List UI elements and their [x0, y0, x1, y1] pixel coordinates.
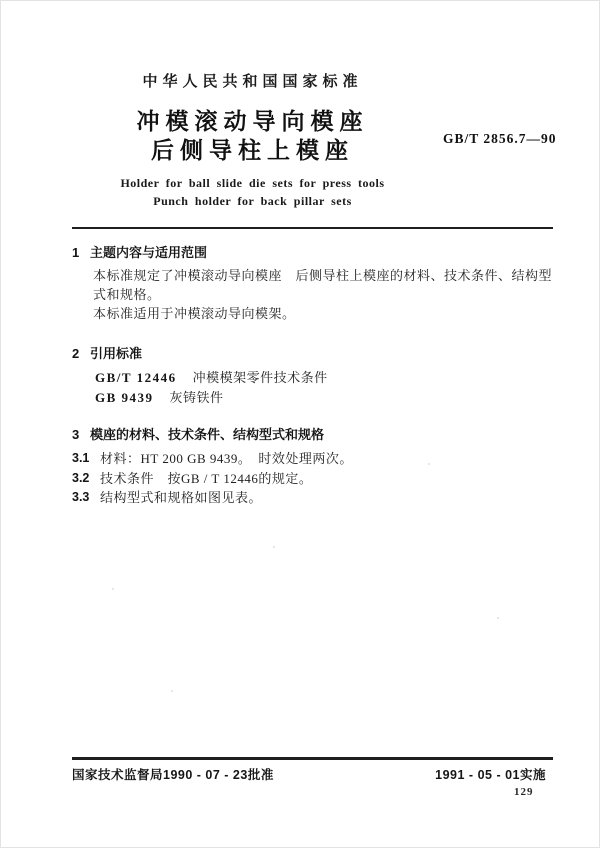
clause-number: 3.1 — [72, 451, 90, 465]
national-standard-label: 中华人民共和国国家标准 — [142, 73, 363, 90]
header-divider-rule — [72, 227, 553, 229]
section-1-number: 1 — [72, 245, 80, 260]
english-title-line2: Punch holder for back pillar sets — [153, 194, 352, 208]
section-3-clauses — [72, 449, 553, 508]
section-2-references — [72, 368, 553, 408]
standard-code: GB/T 2856.7—90 — [443, 131, 557, 146]
document-footer — [72, 765, 546, 783]
paragraph: 本标准规定了冲模滚动导向模座 后侧导柱上模座的材料、技术条件、结构型式和规格。 — [93, 268, 553, 302]
reference-item — [95, 388, 553, 408]
clause-number: 3.3 — [72, 490, 90, 504]
clause-text: 材料：HT 200 GB 9439。 时效处理两次。 — [100, 451, 353, 466]
scan-speck — [497, 617, 499, 619]
document-header — [0, 70, 505, 210]
clause-number: 3.2 — [72, 470, 90, 485]
clause-row — [72, 488, 553, 508]
section-1-heading — [72, 245, 553, 261]
section-1-paragraphs — [72, 266, 553, 323]
approval-text: 国家技术监督局1990 - 07 - 23批准 — [72, 768, 274, 782]
scan-speck — [171, 690, 173, 692]
paragraph: 本标准适用于冲模滚动导向模架。 — [93, 306, 296, 321]
scan-speck — [112, 588, 114, 590]
scan-speck — [273, 546, 275, 548]
document-title-line1: 冲模滚动导向模座 — [136, 108, 369, 134]
document-body — [72, 240, 553, 508]
clause-text: 技术条件 按GB / T 12446的规定。 — [100, 470, 313, 486]
section-3-title: 模座的材料、技术条件、结构型式和规格 — [90, 427, 325, 442]
section-2-heading — [72, 346, 553, 362]
english-title-line1: Holder for ball slide die sets for press tools — [120, 176, 385, 190]
reference-title: 冲模模架零件技术条件 — [192, 370, 328, 385]
section-2-title: 引用标准 — [90, 346, 143, 361]
reference-title: 灰铸铁件 — [169, 390, 224, 405]
clause-row — [72, 469, 553, 489]
section-3-heading — [72, 427, 553, 443]
page-number: 129 — [514, 786, 534, 798]
reference-item — [95, 368, 553, 388]
section-1-title: 主题内容与适用范围 — [90, 245, 208, 260]
clause-row — [72, 449, 553, 469]
document-title-line2: 后侧导柱上模座 — [151, 137, 354, 163]
clause-text: 结构型式和规格如图见表。 — [100, 490, 263, 505]
footer-divider-rule — [72, 757, 553, 760]
scan-speck — [428, 463, 430, 465]
implementation-text: 1991 - 05 - 01实施 — [435, 768, 546, 782]
section-3-number: 3 — [72, 427, 80, 442]
reference-code: GB/T 12446 — [95, 370, 177, 385]
section-2-number: 2 — [72, 346, 80, 361]
reference-code: GB 9439 — [95, 390, 154, 405]
